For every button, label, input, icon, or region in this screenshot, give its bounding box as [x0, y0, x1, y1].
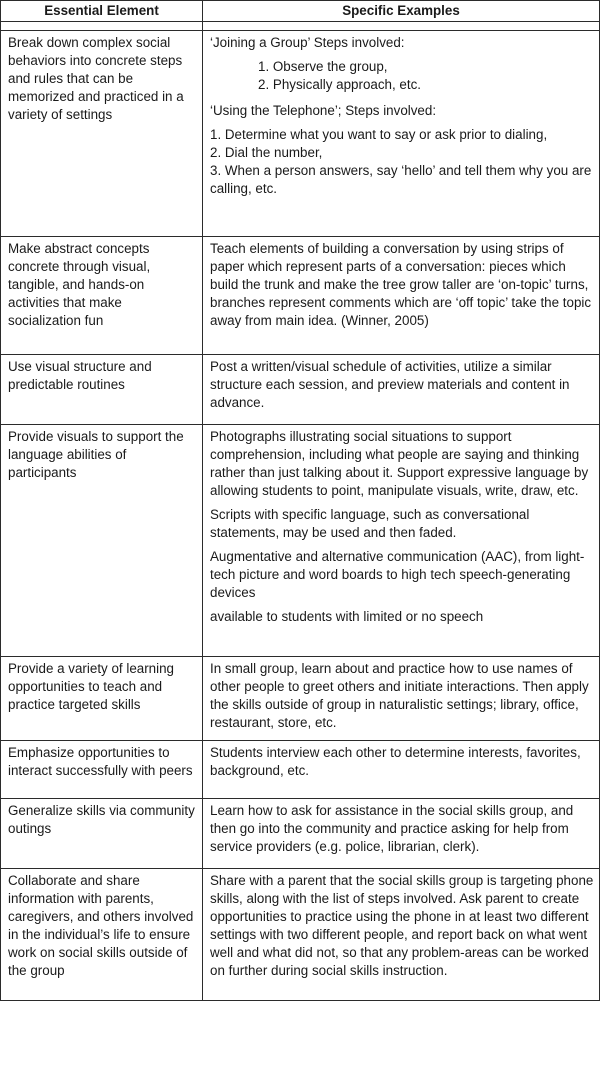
element-cell: Emphasize opportunities to interact successfully with peers [1, 741, 203, 799]
spacer-row [1, 22, 600, 31]
example-text: Photographs illustrating social situations to support comprehension, including what people are saying and thinking rather than just talking about it. Support expressive language by allowing students to point, manipulate visuals, write, draw, etc. [210, 429, 589, 498]
steps-list [210, 126, 594, 198]
example-text: Learn how to ask for assistance in the social skills group, and then go into the community and practice asking for help from service providers (e.g. police, librarian, clerk). [210, 803, 574, 854]
list-item: 2. Dial the number, [210, 145, 323, 160]
examples-cell [203, 355, 600, 425]
examples-cell [203, 741, 600, 799]
table-row [1, 355, 600, 425]
table-row [1, 237, 600, 355]
example-intro: ‘Using the Telephone’; Steps involved: [210, 103, 437, 118]
example-text: Scripts with specific language, such as conversational statements, may be used and then faded. [210, 507, 530, 540]
example-text: Augmentative and alternative communication (AAC), from light-tech picture and word boards to high tech speech-generating devices [210, 549, 585, 600]
table-row [1, 31, 600, 237]
example-text: Share with a parent that the social skills group is targeting phone skills, along with the list of steps involved. Ask parent to create opportunities to practice using the phone in at least two different settings with two different people, and report back on what went well and what did not, so that any problem-areas can be worked on further during social skills instruction. [210, 873, 594, 978]
table-row [1, 869, 600, 1001]
element-cell: Use visual structure and predictable routines [1, 355, 203, 425]
element-cell: Make abstract concepts concrete through visual, tangible, and hands-on activities that make socialization fun [1, 237, 203, 355]
examples-cell [203, 869, 600, 1001]
table-row [1, 741, 600, 799]
examples-cell [203, 237, 600, 355]
examples-cell [203, 31, 600, 237]
list-item: 1. Determine what you want to say or ask prior to dialing, [210, 127, 548, 142]
element-cell: Provide a variety of learning opportunities to teach and practice targeted skills [1, 657, 203, 741]
examples-cell [203, 799, 600, 869]
table-row [1, 799, 600, 869]
example-text: In small group, learn about and practice how to use names of other people to greet others and initiate interactions. Then apply the skills outside of group in naturalistic settings; library, office, restaurant, store, etc. [210, 661, 589, 730]
table-row [1, 657, 600, 741]
element-cell: Generalize skills via community outings [1, 799, 203, 869]
element-cell: Collaborate and share information with parents, caregivers, and others involved in the individual’s life to ensure work on social skills outside of the group [1, 869, 203, 1001]
example-text: available to students with limited or no speech [210, 609, 484, 624]
list-item: 1. Observe the group, [258, 59, 388, 74]
list-item: 3. When a person answers, say ‘hello’ and tell them why you are calling, etc. [210, 163, 592, 196]
steps-list [210, 58, 594, 94]
list-item: 2. Physically approach, etc. [258, 77, 422, 92]
example-text: Students interview each other to determine interests, favorites, background, etc. [210, 745, 581, 778]
header-specific-examples: Specific Examples [203, 1, 600, 22]
element-cell: Break down complex social behaviors into concrete steps and rules that can be memorized and practiced in a variety of settings [1, 31, 203, 237]
header-essential-element: Essential Element [1, 1, 203, 22]
examples-cell [203, 657, 600, 741]
header-row [1, 1, 600, 22]
example-text: Post a written/visual schedule of activities, utilize a similar structure each session, and preview materials and content in advance. [210, 359, 570, 410]
example-text: Teach elements of building a conversation by using strips of paper which represent parts of a conversation: pieces which build the trunk and make the tree grow taller are ‘on-topic’ turns, branches represent comments which are ‘off topic’ take the topic away from main idea. (Winner, 2005) [210, 241, 592, 328]
example-intro: ‘Joining a Group’ Steps involved: [210, 35, 405, 50]
examples-cell [203, 425, 600, 657]
table-row [1, 425, 600, 657]
element-cell: Provide visuals to support the language abilities of participants [1, 425, 203, 657]
